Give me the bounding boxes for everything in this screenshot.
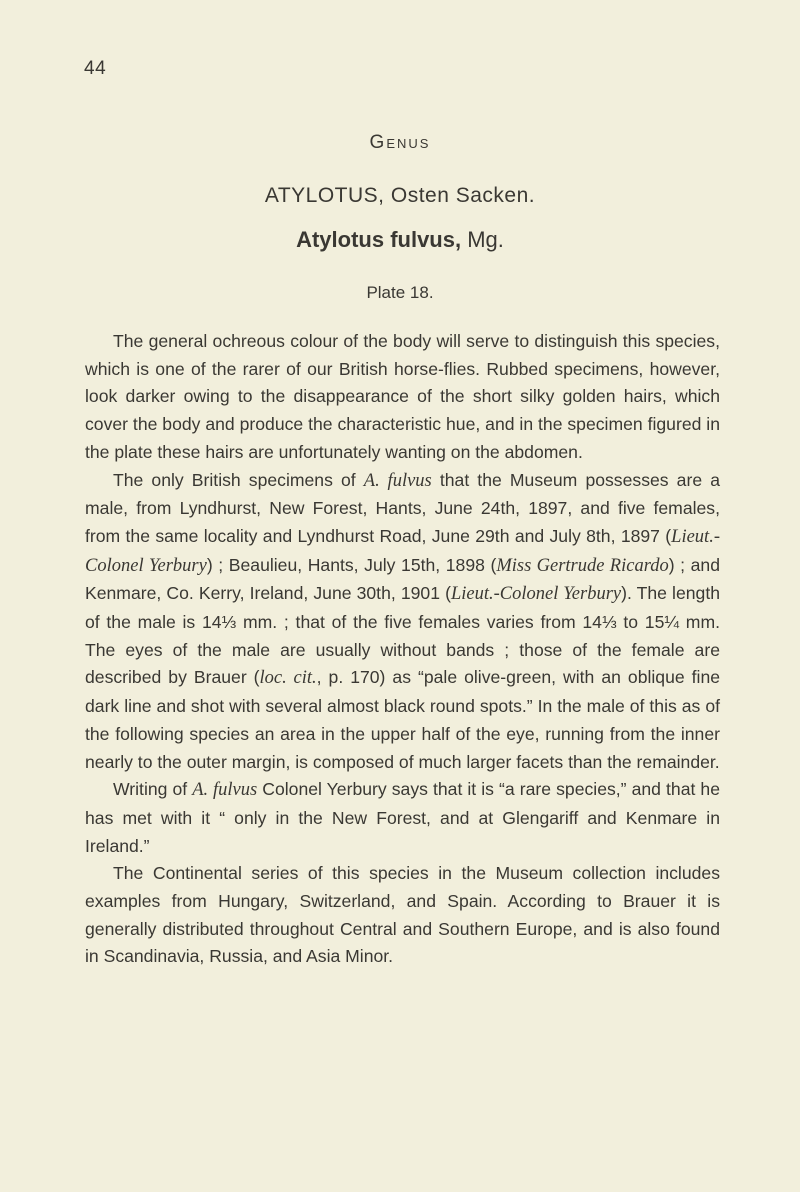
species-title	[0, 227, 800, 253]
text-run: The Continental series of this species in the Museum collection includes examples from Hungary, Switzerland, and Spain. According to Brauer it is generally distributed throughout Central and Southern Europe, and is also found in Scandinavia, Russia, and Asia Minor.	[85, 863, 720, 967]
species-author: Mg.	[467, 227, 504, 252]
text-run: Colonel Yerbury says that it is “a rare species,” and that he has met with it “ only in the New Forest, and at Glengariff and Kenmare in Ireland.”	[85, 779, 721, 856]
italic-text: Miss Gertrude Ricardo	[496, 555, 669, 576]
italic-text: A. fulvus	[192, 780, 258, 801]
italic-text: Lieut.-Colonel Yerbury	[85, 526, 720, 576]
italic-text: Lieut.-Colonel Yerbury	[450, 584, 622, 605]
text-run: Writing of	[113, 779, 193, 800]
text-run: The only British specimens of	[113, 469, 364, 490]
text-run: that the Museum possesses are a male, from Lyndhurst, New Forest, Hants, June 24th, 1897, and five females, from the same locality and Lyndhurst Road, June 29th and July 8th, 1897 (	[85, 469, 720, 546]
text-run: ). The length of the male is 14⅓ mm. ; that of the five females varies from 14⅓ to 15¼ mm. The eyes of the male are usually without bands ; those of the female are described by Brauer (	[85, 583, 720, 688]
body-text	[85, 328, 720, 971]
text-run: The general ochreous colour of the body will serve to distinguish this species, which is one of the rarer of our British horse-flies. Rubbed specimens, however, look darker owing to the disappearance of the short silky golden hairs, which cover the body and produce the characteristic hue, and in the specimen figured in the plate these hairs are unfortunately wanting on the abdomen.	[85, 331, 720, 462]
paragraph	[85, 860, 720, 971]
genus-label: Genus	[369, 132, 431, 153]
text-run: ) ; and Kenmare, Co. Kerry, Ireland, June 30th, 1901 (	[85, 554, 721, 604]
paragraph	[85, 467, 720, 777]
italic-text: A. fulvus	[363, 470, 432, 491]
paragraph	[85, 328, 720, 467]
species-name: Atylotus fulvus,	[296, 227, 462, 252]
italic-text: loc. cit.	[259, 668, 317, 689]
plate-reference: Plate 18.	[366, 283, 434, 302]
paragraph	[85, 776, 720, 860]
genus-name: ATYLOTUS, Osten Sacken.	[264, 184, 536, 207]
page-number: 44	[84, 58, 107, 79]
text-run: ) ; Beaulieu, Hants, July 15th, 1898 (	[206, 554, 497, 575]
text-run: , p. 170) as “pale olive-green, with an oblique fine dark line and shot with several almost black round spots.” In the male of this as of the following species an area in the upper half of the eye, running from the inner nearly to the outer margin, is composed of much larger facets than the remainder.	[85, 667, 721, 772]
